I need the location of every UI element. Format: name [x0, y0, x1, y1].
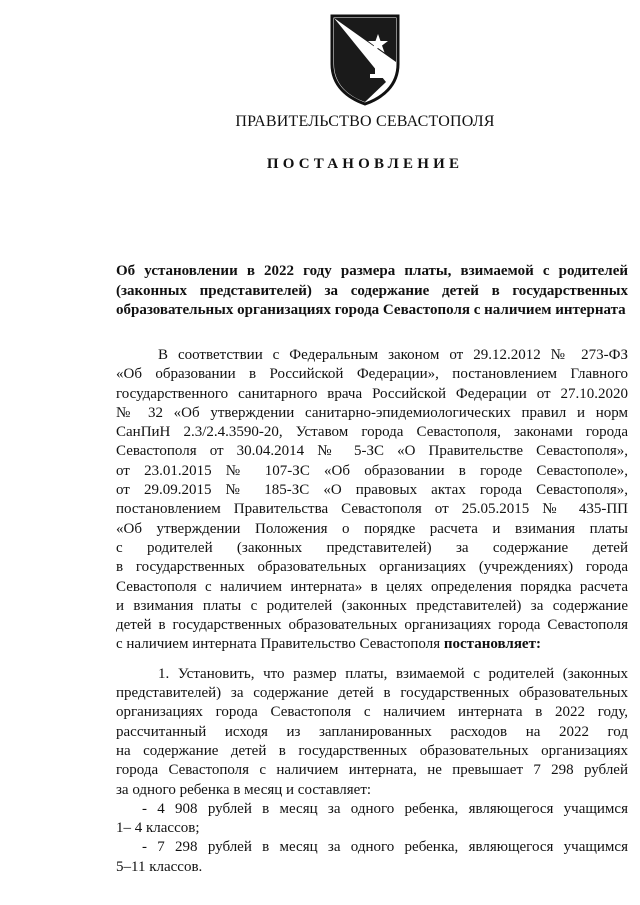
preamble-line: В соответствии с Федеральным законом от 29.12.2012 № 273-ФЗ — [158, 347, 628, 363]
preamble-line: детей в государственных образовательных организациях города Севастополя — [116, 617, 628, 634]
preamble-line: «Об утверждении Положения о порядке расчета и взимания платы — [116, 520, 628, 537]
preamble-line: Севастополя от 30.04.2014 № 5-ЗС «О Правительстве Севастополя», — [116, 443, 628, 460]
subject-line: образовательных организациях города Севастополя с наличием интерната — [116, 302, 626, 318]
preamble-line: СанПиН 2.3/2.4.3590-20, Уставом города Севастополя, законами города — [116, 424, 628, 441]
government-title: ПРАВИТЕЛЬСТВО СЕВАСТОПОЛЯ — [235, 113, 495, 130]
item1-line: на содержание детей в государственных образовательных организациях — [116, 742, 628, 759]
item1-line: представителей) за содержание детей в государственных образовательных — [116, 685, 628, 702]
preamble-line: от 29.09.2015 № 185-ЗС «О правовых актах города Севастополя», — [116, 482, 628, 499]
preamble-verb: постановляет: — [443, 636, 541, 653]
item1-line: города Севастополя с наличием интерната, не превышает 7 298 рублей — [116, 762, 628, 779]
preamble-line: от 23.01.2015 № 107-ЗС «Об образовании в городе Севастополе», — [116, 462, 628, 479]
item1-line: рассчитанный исходя из запланированных расходов на 2022 год — [116, 723, 628, 740]
preamble-final-line — [116, 635, 628, 654]
preamble-line: с родителей (законных представителей) за содержание детей — [116, 539, 628, 556]
paragraph-gap — [116, 655, 628, 665]
preamble-line: в государственных образовательных организациях (учреждениях) города — [116, 559, 628, 576]
item1-line: 1. Установить, что размер платы, взимаемой с родителей (законных — [158, 665, 628, 682]
preamble-line: постановлением Правительства Севастополя от 25.05.2015 № 435-ПП — [116, 501, 628, 518]
bullet1-line: - 4 908 рублей в месяц за одного ребенка, являющегося учащимся — [142, 800, 628, 817]
subject-line: (законных представителей) за содержание детей в государственных — [116, 282, 628, 299]
bullet1-line: 1– 4 классов; — [116, 820, 200, 837]
bullet2-line: 5–11 классов. — [116, 858, 203, 875]
preamble-line: «Об образовании в Российской Федерации», постановлением Главного — [116, 366, 628, 383]
item1-line: за одного ребенка в месяц и составляет: — [116, 781, 372, 798]
sevastopol-coat-of-arms-emblem — [326, 12, 404, 106]
item1-line: организациях города Севастополя с наличием интерната в 2022 году, — [116, 704, 628, 721]
document-body — [116, 346, 628, 877]
subject-line: Об установлении в 2022 году размера платы, взимаемой с родителей — [116, 263, 628, 279]
preamble-line: и взимания платы с родителей (законных представителей) за содержание — [116, 597, 628, 614]
preamble-line: государственного санитарного врача Российской Федерации от 27.10.2020 — [116, 385, 628, 402]
bullet2-line: - 7 298 рублей в месяц за одного ребенка, являющегося учащимся — [142, 839, 628, 856]
preamble-line: Севастополя с наличием интерната» в целях определения порядка расчета — [116, 578, 628, 595]
document-subject — [116, 262, 628, 321]
document-type-title: ПОСТАНОВЛЕНИЕ — [266, 156, 464, 172]
preamble-line: № 32 «Об утверждении санитарно-эпидемиологических правил и норм — [116, 404, 628, 421]
preamble-line: с наличием интерната Правительство Севастополя — [116, 636, 441, 653]
